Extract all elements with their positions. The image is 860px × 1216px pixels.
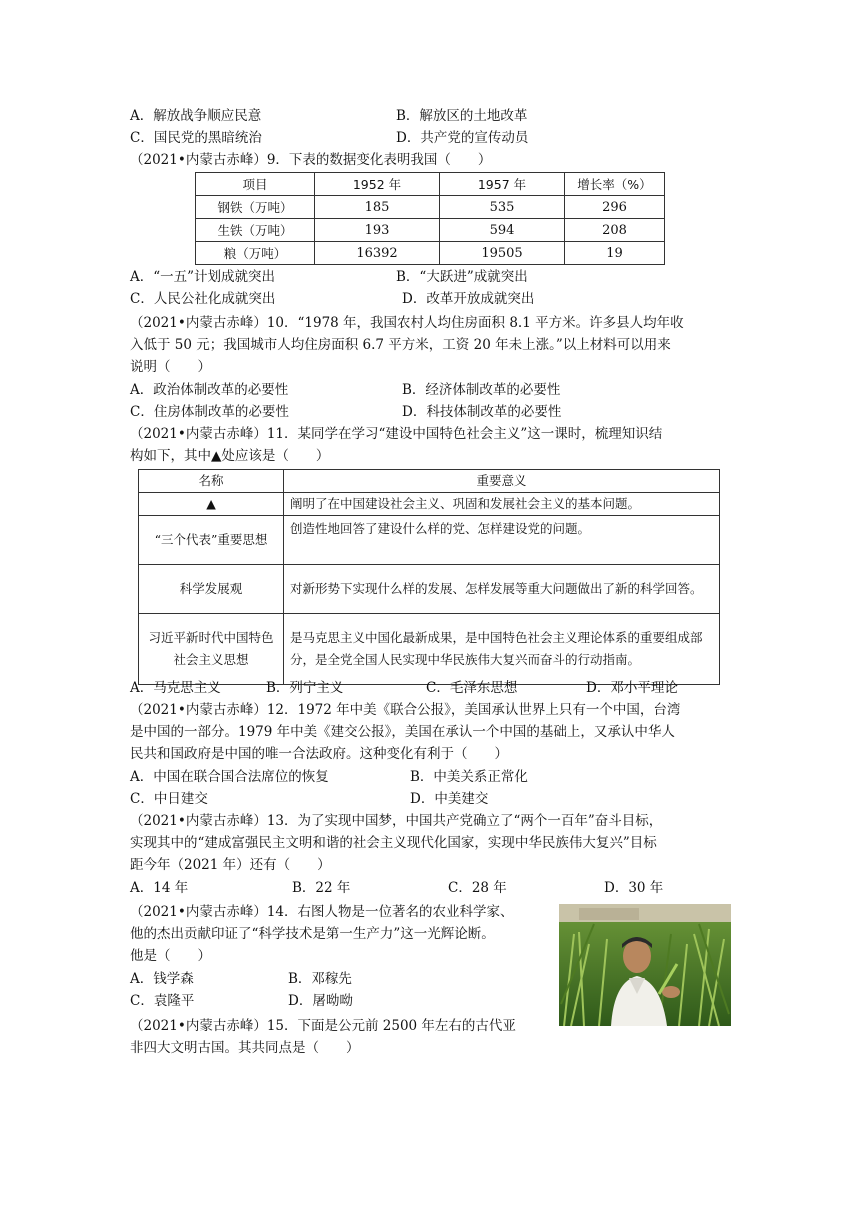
scientist-rice-field-photo xyxy=(559,904,731,1026)
q13-option-b: B．22 年 xyxy=(292,880,351,896)
table-cell: 科学发展观 xyxy=(139,565,284,614)
q13-stem-line3: 距今年（2021 年）还有（ ） xyxy=(130,857,331,873)
q9-header-growth: 增长率（%） xyxy=(565,173,665,196)
q9-stem: （2021•内蒙古赤峰）9．下表的数据变化表明我国（ ） xyxy=(130,152,492,168)
q12-option-b: B．中美关系正常化 xyxy=(410,769,528,785)
q13-option-a: A．14 年 xyxy=(130,880,189,896)
q11-option-b: B．列宁主义 xyxy=(266,680,344,696)
q11-option-c: C．毛泽东思想 xyxy=(426,680,518,696)
table-row xyxy=(196,242,665,265)
table-cell: 生铁（万吨） xyxy=(196,219,315,242)
q10-stem-line3: 说明（ ） xyxy=(130,359,211,375)
q8-option-c: C．国民党的黑暗统治 xyxy=(130,130,262,146)
q12-option-c: C．中日建交 xyxy=(130,791,208,807)
table-row xyxy=(139,493,720,516)
q10-option-a: A．政治体制改革的必要性 xyxy=(130,382,289,398)
table-cell: 208 xyxy=(565,219,665,242)
q9-header-1952: 1952 年 xyxy=(315,173,440,196)
q8-option-d: D．共产党的宣传动员 xyxy=(396,130,529,146)
q10-option-d: D．科技体制改革的必要性 xyxy=(402,404,562,420)
q8-option-b: B．解放区的土地改革 xyxy=(396,108,528,124)
q9-table xyxy=(195,172,665,265)
q13-stem-line1: （2021•内蒙古赤峰）13．为了实现中国梦，中国共产党确立了“两个一百年”奋斗目标， xyxy=(130,813,663,829)
q10-stem-line2: 入低于 50 元；我国城市人均住房面积 6.7 平方米，工资 20 年未上涨。”以上材料可以用来 xyxy=(130,337,671,353)
q11-stem-line1: （2021•内蒙古赤峰）11．某同学在学习“建设中国特色社会主义”这一课时，梳理知识结 xyxy=(130,426,663,442)
table-cell: 是马克思主义中国化最新成果，是中国特色社会主义理论体系的重要组成部分，是全党全国人民实现中华民族伟大复兴而奋斗的行动指南。 xyxy=(284,614,720,685)
table-cell: 习近平新时代中国特色社会主义思想 xyxy=(139,614,284,685)
q12-stem-line3: 民共和国政府是中国的唯一合法政府。这种变化有利于（ ） xyxy=(130,746,508,762)
q12-stem-line2: 是中国的一部分。1979 年中美《建交公报》，美国在承认一个中国的基础上，又承认中华人 xyxy=(130,724,675,740)
table-cell: 296 xyxy=(565,196,665,219)
q8-option-a: A．解放战争顺应民意 xyxy=(130,108,262,124)
q10-stem-line1: （2021•内蒙古赤峰）10．“1978 年，我国农村人均住房面积 8.1 平方米。许多县人均年收 xyxy=(130,315,684,331)
table-cell: 535 xyxy=(440,196,565,219)
q11-header-name: 名称 xyxy=(139,470,284,493)
table-cell: 185 xyxy=(315,196,440,219)
q14-option-b: B．邓稼先 xyxy=(288,971,352,987)
q9-header-1957: 1957 年 xyxy=(440,173,565,196)
q13-stem-line2: 实现其中的“建成富强民主文明和谐的社会主义现代化国家，实现中华民族伟大复兴”目标 xyxy=(130,835,657,851)
q9-header-item: 项目 xyxy=(196,173,315,196)
q14-stem-line3: 他是（ ） xyxy=(130,948,211,964)
table-row xyxy=(139,565,720,614)
table-row xyxy=(196,173,665,196)
q11-header-meaning: 重要意义 xyxy=(284,470,720,493)
table-cell: 粮（万吨） xyxy=(196,242,315,265)
q11-option-d: D．邓小平理论 xyxy=(586,680,678,696)
q9-option-d: D．改革开放成就突出 xyxy=(402,291,535,307)
q10-option-c: C．住房体制改革的必要性 xyxy=(130,404,289,420)
table-cell: 阐明了在中国建设社会主义、巩固和发展社会主义的基本问题。 xyxy=(284,493,720,516)
table-cell: 19505 xyxy=(440,242,565,265)
table-cell: “三个代表”重要思想 xyxy=(139,516,284,565)
table-cell: 创造性地回答了建设什么样的党、怎样建设党的问题。 xyxy=(284,516,720,565)
q14-option-c: C．袁隆平 xyxy=(130,993,195,1009)
q12-option-d: D．中美建交 xyxy=(410,791,489,807)
q11-table xyxy=(138,469,720,685)
q13-option-c: C．28 年 xyxy=(448,880,507,896)
table-row xyxy=(196,196,665,219)
q9-option-a: A．“一五”计划成就突出 xyxy=(130,269,276,285)
q14-option-d: D．屠呦呦 xyxy=(288,993,353,1009)
table-row xyxy=(139,614,720,685)
table-cell: 钢铁（万吨） xyxy=(196,196,315,219)
q15-stem-line2: 非四大文明古国。其共同点是（ ） xyxy=(130,1040,360,1056)
q9-option-c: C．人民公社化成就突出 xyxy=(130,291,276,307)
table-cell: 对新形势下实现什么样的发展、怎样发展等重大问题做出了新的科学回答。 xyxy=(284,565,720,614)
q15-stem-line1: （2021•内蒙古赤峰）15．下面是公元前 2500 年左右的古代亚 xyxy=(130,1018,516,1034)
table-row xyxy=(139,516,720,565)
table-cell: ▲ xyxy=(139,493,284,516)
table-cell: 193 xyxy=(315,219,440,242)
q14-stem-line1: （2021•内蒙古赤峰）14．右图人物是一位著名的农业科学家、 xyxy=(130,904,514,920)
q13-option-d: D．30 年 xyxy=(604,880,664,896)
q12-option-a: A．中国在联合国合法席位的恢复 xyxy=(130,769,329,785)
q9-option-b: B．“大跃进”成就突出 xyxy=(396,269,528,285)
q12-stem-line1: （2021•内蒙古赤峰）12．1972 年中美《联合公报》，美国承认世界上只有一个中国，台湾 xyxy=(130,702,681,718)
table-cell: 594 xyxy=(440,219,565,242)
table-row xyxy=(196,219,665,242)
table-row xyxy=(139,470,720,493)
q14-option-a: A．钱学森 xyxy=(130,971,194,987)
q14-stem-line2: 他的杰出贡献印证了“科学技术是第一生产力”这一光辉论断。 xyxy=(130,926,495,942)
q11-option-a: A．马克思主义 xyxy=(130,680,221,696)
table-cell: 19 xyxy=(565,242,665,265)
q11-stem-line2: 构如下，其中▲处应该是（ ） xyxy=(130,448,330,464)
q10-option-b: B．经济体制改革的必要性 xyxy=(402,382,561,398)
table-cell: 16392 xyxy=(315,242,440,265)
